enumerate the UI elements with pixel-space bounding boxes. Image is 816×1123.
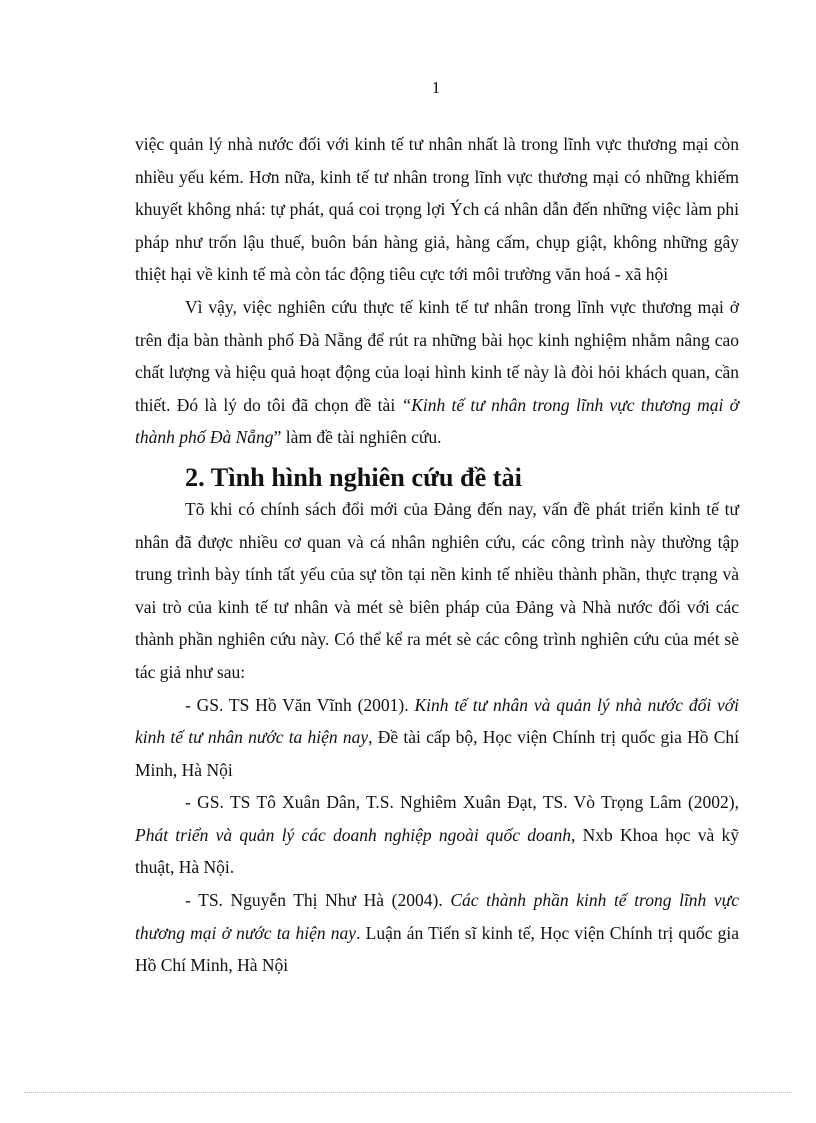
paragraph-1: việc quản lý nhà nước đối với kinh tế tư nhân nhất là trong lĩnh vực thương mại còn nhiều yếu kém. Hơn nữa, kinh tế tư nhân trong lĩnh vực thương mại có những khiếm khuyết không nhá: tự phát, quá coi trọng lợi Ých cá nhân dẫn đến những việc làm phi pháp như trốn lậu thuế, buôn bán hàng giả, hàng cấm, chụp giật, không những gây thiệt hại về kinh tế mà còn tác động tiêu cực tới môi trường văn hoá - xã hội [135, 134, 739, 285]
page-bottom-divider [24, 1092, 792, 1093]
document-body [135, 128, 739, 982]
reference-title: Phát triển và quản lý các doanh nghiệp ngoài quốc doanh [135, 824, 572, 845]
paragraph-2-text: Vì vậy, việc nghiên cứu thực tế kinh tế tư nhân trong lĩnh vực thương mại ở trên địa bàn thành phố Đà Nẵng để rút ra những bài học kinh nghiệm nhằm nâng cao chất lượng và hiệu quả hoạt động của loại hình kinh tế này là đòi hỏi khách quan, cần thiết. Đó là lý do tôi đã chọn đề tài [135, 296, 739, 415]
reference-author: - GS. TS Hồ Văn Vĩnh (2001). [185, 694, 415, 715]
page-number: 1 [431, 78, 441, 97]
reference-item [135, 884, 739, 982]
reference-item [135, 689, 739, 787]
reference-details: . Luận án Tiến sĩ kinh tế, Học viện Chính trị quốc gia Hồ Chí Minh, Hà Nội [135, 922, 740, 976]
reference-details: , Đề tài cấp bộ, Học viện Chính trị quốc gia Hồ Chí Minh, Hà Nội [135, 727, 740, 780]
section-heading: 2. Tình hình nghiên cứu đề tài [185, 462, 522, 492]
paragraph-2 [135, 291, 739, 454]
reference-author: - GS. TS Tô Xuân Dân, T.S. Nghiêm Xuân Đạt, TS. Vò Trọng Lâm (2002), [185, 792, 739, 813]
reference-title: Kinh tế tư nhân và quản lý nhà nước đối với kinh tế tư nhân nước ta hiện nay [135, 694, 740, 748]
reference-item [135, 786, 739, 884]
reference-details: , Nxb Khoa học và kỹ thuật, Hà Nội. [135, 824, 739, 878]
paragraph-2-end: ” làm đề tài nghiên cứu. [273, 427, 442, 448]
paragraph-3: Tõ khi có chính sách đổi mới của Đảng đến nay, vấn đề phát triển kinh tế tư nhân đã được nhiều cơ quan và cá nhân nghiên cứu, các công trình này thường tập trung trình bày tính tất yếu của sự tồn tại nền kinh tế nhiều thành phần, thực trạng và vai trò của kinh tế tư nhân và mét sè biên pháp của Đảng và Nhà nước đối với các thành phần nghiên cứu này. Có thể kể ra mét sè các công trình nghiên cứu của mét sè tác giả như sau: [135, 498, 739, 682]
reference-author: - TS. Nguyễn Thị Như Hà (2004). [185, 890, 451, 911]
reference-title: Các thành phần kinh tế trong lĩnh vực thương mại ở nước ta hiện nay [135, 890, 739, 943]
thesis-title: “Kinh tế tư nhân trong lĩnh vực thương mại ở thành phố Đà Nẵng [135, 394, 739, 448]
